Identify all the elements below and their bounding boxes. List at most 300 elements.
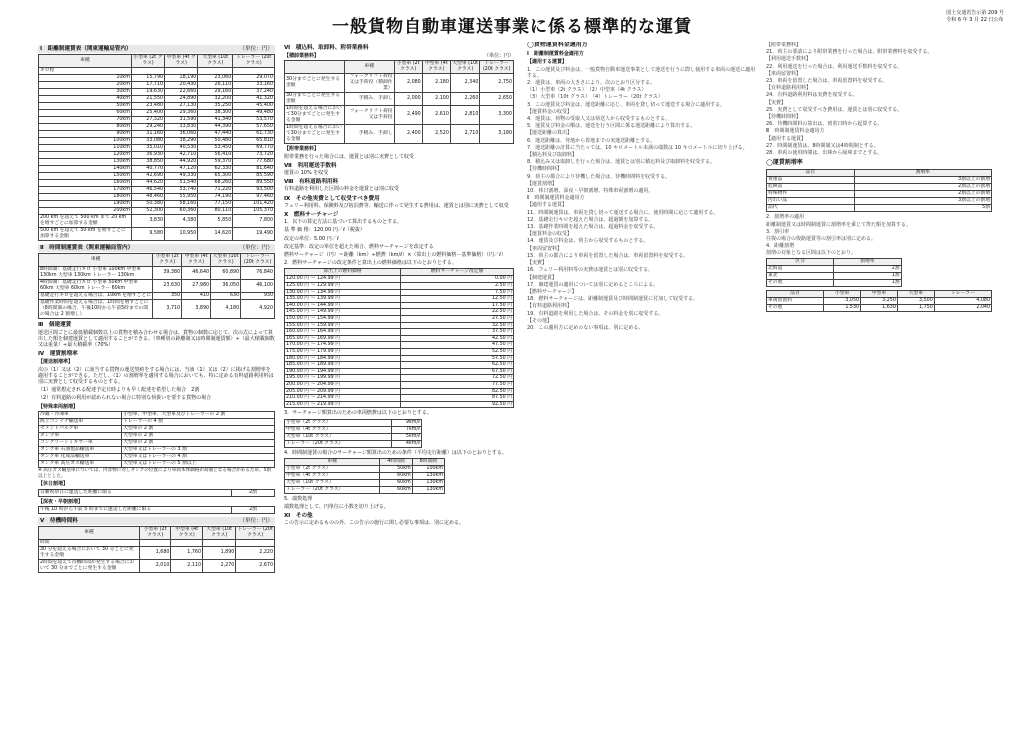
table-cell: 2,000 <box>394 93 422 106</box>
table-row <box>39 187 275 194</box>
table-header-row <box>285 61 514 74</box>
table-cell: 小型車、中型車、大型車及びトレーラーの 2 割 <box>122 411 275 418</box>
fuel-base-price: 基 準 価 格：120.00 円／ℓ（税抜） <box>284 227 365 234</box>
table-cell: 67.50 円 <box>401 368 514 375</box>
table-cell: 1,890 <box>203 547 236 560</box>
row-label: 中型車（4t クラス） <box>285 426 392 433</box>
column-header: 4時間制 <box>380 458 412 465</box>
table-cell: 2,650 <box>480 93 514 106</box>
table-cell: 82.50 円 <box>401 388 514 395</box>
column-header: 車種 <box>39 527 140 540</box>
text-line: 往復の場合の復路運賃等の割引率は別に定める。 <box>766 236 877 243</box>
section-4-text3: （2）有料道路の利用が認められない場合に特別な荷扱いを要する貨物の場合 <box>38 395 212 402</box>
text-line: 【運賃割増】 <box>527 180 558 187</box>
section-4-sub4: 【深夜・早朝割増】 <box>38 498 84 505</box>
table-cell: 930 <box>241 293 275 300</box>
column-header: 中型車 (4t クラス) <box>165 55 198 68</box>
table-cell: 大型車又はトレーラーの 4 割 <box>122 453 275 460</box>
row-label: 145.00 円 ～ 149.99 円 <box>285 309 401 316</box>
row-label: 1時間を超える場合において30分までごとに発生する金額 <box>285 125 345 144</box>
table-row <box>285 381 514 388</box>
table-row <box>285 375 514 382</box>
table-row <box>39 75 275 82</box>
table-row <box>285 125 514 144</box>
special-vehicle-table <box>38 411 275 468</box>
table-cell: 92.50 円 <box>401 401 514 408</box>
row-label: 90km <box>39 131 132 138</box>
row-label: 135.00 円 ～ 139.99 円 <box>285 296 401 303</box>
text-line: 【適用する運賃】 <box>766 135 807 142</box>
text-line: 3．割引率 <box>766 228 790 235</box>
table-cell: 89,550 <box>233 180 275 187</box>
section-1-heading: Ⅰ 距離制運賃表（関東運輸局管内） （単位：円） <box>40 46 273 52</box>
table-cell: 3,250 <box>861 297 898 304</box>
table-row <box>39 560 275 573</box>
table-row <box>767 272 902 279</box>
table-row <box>285 348 514 355</box>
table-cell: 4,920 <box>241 300 275 319</box>
table-row <box>285 362 514 369</box>
table-cell: 29,160 <box>198 89 233 96</box>
table-cell: 5,850 <box>198 215 233 228</box>
text-line: 【車両留置料】 <box>766 70 802 77</box>
holiday-table <box>38 489 275 497</box>
table-header-row <box>39 527 275 540</box>
text-line: 14．運賃及び料金は、荷主から収受するものとする。 <box>527 238 649 245</box>
fuel-text4: 2．燃料サーチャージの改定条件と算出上の燃料価格は以下のとおりとする。 <box>284 260 457 267</box>
table-cell: 42.50 円 <box>401 335 514 342</box>
table-cell: 47,440 <box>198 131 233 138</box>
table-cell: 41,340 <box>198 117 233 124</box>
text-line: 9．荷主の都合により待機した場合は、待機時間料を収受する。 <box>527 173 671 180</box>
table-cell: 35,010 <box>131 145 164 152</box>
table-cell: 2割 <box>834 265 901 272</box>
column-1 <box>38 42 275 720</box>
table-row <box>767 191 992 198</box>
text-line: 16．フェリー利用料等の実費は運賃とは別に収受する。 <box>527 267 654 274</box>
text-line: 割増の対象となる区間は以下のとおり。 <box>766 250 857 257</box>
night-rate: 2割 <box>232 506 275 513</box>
table-cell: 2,520 <box>422 125 450 144</box>
table-cell: 2,180 <box>422 74 450 93</box>
column-header: 小型車 (2t クラス) <box>131 55 164 68</box>
column-header <box>285 61 345 74</box>
table-row <box>39 418 275 425</box>
table-cell: 87.50 円 <box>401 395 514 402</box>
column-header: 車種 <box>39 55 132 68</box>
table-row <box>39 411 275 418</box>
table-cell: 97,460 <box>233 194 275 201</box>
section-6-heading: Ⅵ 積込料、取卸料、附帯業務料 <box>284 45 369 51</box>
table-cell: 39,380 <box>153 267 182 280</box>
column-header: 大型車 (10t クラス) <box>452 61 479 73</box>
table-cell: 46,100 <box>241 280 275 293</box>
table-header-row <box>39 55 275 68</box>
table-cell: 38,290 <box>165 138 198 145</box>
table-cell: 46,540 <box>131 187 164 194</box>
text-line: （1）小型車（2t クラス） （2）中型車（4t クラス） <box>527 87 647 94</box>
holiday-condition: 日曜祝祭日に運送した距離に限る <box>39 489 232 496</box>
table-cell <box>233 68 275 75</box>
text-line: 【運送距離の算出】 <box>527 130 573 137</box>
column-header: 中型車 <box>861 290 898 297</box>
text-line: 1．この運賃及び料金は、一般貨物自動車運送事業として運送を行うに際し使用する車両の運送に適用する。 <box>527 66 756 79</box>
table-cell: 410 <box>182 293 211 300</box>
table-cell: 65,810 <box>233 138 275 145</box>
notice-date: 令和 6 年 3 月 22 日公布 <box>946 17 1004 23</box>
table-cell: 33,830 <box>165 124 198 131</box>
table-row <box>39 117 275 124</box>
table-cell: 44,620 <box>131 180 164 187</box>
row-label: 60km <box>39 110 132 117</box>
table-cell: 2,750 <box>480 74 514 93</box>
section-4-heading: Ⅳ 運賃割増率 <box>38 351 78 358</box>
table-row <box>39 103 275 110</box>
text-line: 【燃料サーチャージ】 <box>527 288 577 295</box>
column-header: 区分 <box>767 258 834 265</box>
row-label: 2時間を超えて待機時間が発生する場合において 30 分までごとに発生する金額 <box>39 560 140 573</box>
row-label: 195.00 円 ～ 199.99 円 <box>285 375 401 382</box>
section-7-text: 運賃の 10% を収受 <box>284 170 329 177</box>
table-cell: 41,320 <box>233 96 275 103</box>
table-row <box>39 439 275 446</box>
table-cell: 1,750 <box>897 304 934 311</box>
row-label: 140.00 円 ～ 144.99 円 <box>285 302 401 309</box>
section-5-heading: Ⅴ 待機時間料 （単位：円） <box>40 517 273 524</box>
table-cell: 22.50 円 <box>401 309 514 316</box>
table-cell: 77,680 <box>233 159 275 166</box>
text-line: 距離制運賃又は時間制運賃に割増率を乗じて得た額を加算する。 <box>766 221 912 228</box>
text-line: 22．利用運送を行った場合は、利用運送手数料を収受する。 <box>766 63 903 70</box>
column-header: 大型車 (10t クラス) <box>198 55 233 68</box>
table-cell: 38,850 <box>131 159 164 166</box>
section-4-text1: 次の（1）又は（2）に該当する貨物の運送契約をする場合には、当該（1）又は（2）に掲げる割増率を適用することができる。ただし、（1）の割増率を適用する場合においても、特に定める有料道路利用料は別に実費として収受するものとする。 <box>38 366 274 386</box>
column-header: 小型車 <box>824 290 861 297</box>
text-line: 【有料道路利用料】 <box>766 85 812 92</box>
table-cell: 62.50 円 <box>401 362 514 369</box>
text-line: Ⅲ 時間制運賃料金適用方 <box>766 128 825 135</box>
table-cell: 37,240 <box>233 89 275 96</box>
table-cell: 2,100 <box>422 93 450 106</box>
table-row <box>285 322 514 329</box>
table-row <box>767 304 992 311</box>
table-row <box>285 368 514 375</box>
text-line: 【実費】 <box>766 99 787 106</box>
section-11-text: この告示に定めるものの外、この告示の施行に関し必要な事項は、別に定める。 <box>284 520 465 527</box>
table-header-row <box>39 254 275 267</box>
table-cell: 100km <box>412 465 444 472</box>
column-4 <box>766 42 992 720</box>
fuel-text1: 1．以下の算定方法に基づいて算出するものとする。 <box>284 219 403 226</box>
column-header: 中型車 (4t クラス) <box>422 61 450 74</box>
table-cell: 48,460 <box>131 194 164 201</box>
text-line: 4．距離割増 <box>766 243 795 250</box>
table-cell: 73,720 <box>233 152 275 159</box>
row-label: タンク車 石油製品輸送車 <box>39 446 122 453</box>
table-cell: 35,250 <box>198 103 233 110</box>
table-cell: 大型車の 2 割 <box>122 425 275 432</box>
table-cell: 3,180 <box>480 125 514 144</box>
table-cell: 31,590 <box>165 117 198 124</box>
table-header-row <box>767 290 992 297</box>
table-cell: 27,320 <box>131 117 164 124</box>
table-row <box>767 205 992 212</box>
table-row <box>285 465 445 472</box>
table-cell: 9,580 <box>131 228 164 241</box>
row-label: 30 分を超える場合において 30 分ごとに発生する金額 <box>39 547 140 560</box>
table-cell: 2.50 円 <box>401 283 514 290</box>
row-label: コンクリートミキサー車 <box>39 439 122 446</box>
table-row <box>39 300 275 319</box>
table-cell: 10,950 <box>165 228 198 241</box>
table-cell: 53,450 <box>198 145 233 152</box>
table-cell: 3,830 <box>131 215 164 228</box>
table-cell: 52,300 <box>131 208 164 215</box>
row-label: 155.00 円 ～ 159.99 円 <box>285 322 401 329</box>
table-cell: 1割 <box>834 279 901 286</box>
table-cell: 26,110 <box>198 82 233 89</box>
table-cell <box>131 68 164 75</box>
table-row <box>285 335 514 342</box>
section-9-heading: Ⅸ その他実費として収受すべき費用 <box>284 195 380 202</box>
row-label: 小型車（2t クラス） <box>285 465 380 472</box>
row-label: 東北 <box>767 272 834 279</box>
table-subheader-row <box>39 68 275 75</box>
table-cell: 69,770 <box>233 145 275 152</box>
table-cell: 3割以上の割増 <box>854 198 991 205</box>
text-line: 【運賃料金の収受】 <box>527 231 573 238</box>
table-row <box>39 460 275 467</box>
table-cell: 45,400 <box>233 103 275 110</box>
table-cell: 47.50 円 <box>401 342 514 349</box>
table-row <box>39 110 275 117</box>
column-header: 大型車 (10t クラス) <box>211 254 241 267</box>
fuel-text2: 改定基準：改定の単位を超えた場合、燃料サーチャージを改定する <box>284 243 434 250</box>
table-cell: 51,540 <box>165 180 198 187</box>
table-cell: 7km/ℓ <box>391 426 421 433</box>
table-cell: 大型車の 2 割 <box>122 432 275 439</box>
column-header: 車種 <box>39 254 153 267</box>
section-6-sub2: 【附帯業務料】 <box>284 146 320 153</box>
column-header: 中型車 (4t クラス) <box>182 254 211 267</box>
distance-fare-table <box>38 54 275 241</box>
table-cell: 1割 <box>834 272 901 279</box>
row-label: 70km <box>39 117 132 124</box>
column-header: トレーラー (20t クラス) <box>241 254 275 267</box>
table-cell: 2,220 <box>236 547 275 560</box>
table-cell: 3,500 <box>897 297 934 304</box>
table-cell: 101,420 <box>233 201 275 208</box>
table-cell: 630 <box>211 293 241 300</box>
holiday-rate: 2割 <box>232 489 275 496</box>
row-label: 210.00 円 ～ 214.99 円 <box>285 395 401 402</box>
row-label: 200km <box>39 208 132 215</box>
row-label: 150km <box>39 173 132 180</box>
table-row <box>285 74 514 93</box>
table-row <box>39 159 275 166</box>
text-line: 【待機時間料】 <box>527 166 563 173</box>
table-row <box>39 228 275 241</box>
table-cell <box>139 540 171 547</box>
text-line: 21．荷主の要請により附帯業務を行った場合は、附帯業務料を収受する。 <box>766 49 933 56</box>
table-row <box>285 289 514 296</box>
text-line: 【個建運賃】 <box>527 274 558 281</box>
table-cell <box>171 540 203 547</box>
table-cell: 53,740 <box>165 187 198 194</box>
table-cell: 76,840 <box>241 267 275 280</box>
table-cell: 7,800 <box>233 215 275 228</box>
table-cell: 72.50 円 <box>401 375 514 382</box>
column-header: 小型車 (2t クラス) <box>394 61 422 74</box>
table-cell: フォークリフト荷役又は手荷役（積卸作業） <box>344 74 394 93</box>
row-label: 基礎走行キロを超える場合は、10km を増すごとに <box>40 293 152 299</box>
column-3 <box>527 42 759 720</box>
table-cell: 61,730 <box>233 131 275 138</box>
row-label: 海上コンテナ輸送車 <box>39 418 122 425</box>
detention-fee-table <box>766 290 992 312</box>
fuel-text6: 4．時間制運賃の場合のサーチャージ額算出のための条件（平均走行距離）は以下のとおりとする。 <box>284 449 507 456</box>
row-label: 大型車（10t クラス） <box>285 433 392 440</box>
section-2-heading: Ⅱ 時間制運賃表（関東運輸局管内） （単位：円） <box>40 245 273 252</box>
table-cell: 38,300 <box>198 110 233 117</box>
fuel-surcharge-table <box>284 268 514 408</box>
table-row <box>39 267 275 280</box>
text-line: 【運賃料金の収受】 <box>527 108 573 115</box>
row-label: 貴重品 <box>767 177 855 184</box>
section-11-heading: Ⅺ その他 <box>284 513 313 520</box>
table-cell: 44,920 <box>165 159 198 166</box>
section-3-text: 運送区間ごとに最低積載個数以上の貨物を積み合わせる場合は、貨物の個数に応じて、次の式によって算出した額を個建運賃として適用することができる。（車種別の距離制又は時間制運賃額）÷（最大積載個数又は重量）÷最大積載率（70%） <box>38 329 275 349</box>
table-cell: 2割以上の割増 <box>854 191 991 198</box>
row-label: 50km <box>39 103 132 110</box>
table-row <box>285 355 514 362</box>
row-label: 30分までごとに発生する金額 <box>285 93 345 106</box>
table-cell: 17.50 円 <box>401 302 514 309</box>
row-label: 190.00 円 ～ 194.99 円 <box>285 368 401 375</box>
table-cell: 81,640 <box>233 166 275 173</box>
table-cell: 80,110 <box>198 208 233 215</box>
table-cell: 29,360 <box>165 110 198 117</box>
column-header: 中型車 (4t クラス) <box>171 527 203 540</box>
text-line: 2．運賃は、車両の大きさにより、次のとおり区分する。 <box>527 80 656 87</box>
table-cell: 33,160 <box>233 82 275 89</box>
row-label: 北海道 <box>767 265 834 272</box>
table-cell: 36,930 <box>131 152 164 159</box>
table-row <box>285 296 514 303</box>
row-label: 30km <box>39 89 132 96</box>
regional-surcharge-table <box>766 258 902 287</box>
table-cell: 130km <box>412 472 444 479</box>
row-label: 185.00 円 ～ 189.99 円 <box>285 362 401 369</box>
column-header: 大型車 <box>897 290 934 297</box>
table-row <box>285 440 422 447</box>
text-line: 【適用する運賃】 <box>527 202 568 209</box>
column-header: 燃料サーチャージ改定額 <box>401 269 514 276</box>
row-label: 205.00 円 ～ 209.99 円 <box>285 388 401 395</box>
table-row <box>39 446 275 453</box>
column-header: 小型車 (2t クラス) <box>139 527 171 540</box>
application-part1: Ⅰ 距離制運賃料金適用方 <box>527 51 584 58</box>
table-row <box>767 279 902 286</box>
table-row <box>285 106 514 125</box>
text-line: 28．車両の使用時間は、出庫から帰庫までとする。 <box>766 150 883 157</box>
table-cell: 32.50 円 <box>401 322 514 329</box>
table-cell: 60,890 <box>211 267 241 280</box>
row-label: 165.00 円 ～ 169.99 円 <box>285 335 401 342</box>
table-cell: 27.50 円 <box>401 316 514 323</box>
table-cell: 23,480 <box>131 103 164 110</box>
table-row <box>767 297 992 304</box>
row-label: 4時間制：基礎走行キロ 小型車 50km 中型車 60km 大型車 60km トレーラー 60km <box>39 280 153 293</box>
text-line: 【有料道路利用料】 <box>527 303 573 310</box>
column-header: 8時間制 <box>412 458 444 465</box>
table-row <box>39 201 275 208</box>
row-label: 大型車（10t クラス） <box>285 479 380 486</box>
row-label: 190km <box>39 201 132 208</box>
section-8-text: 有料道路を利用した区間の料金を運賃とは別に収受 <box>284 186 400 193</box>
table-row <box>39 173 275 180</box>
row-label: 170km <box>39 187 132 194</box>
column-header: 車種 <box>285 458 380 465</box>
section-8-heading: Ⅷ 有料道路利用料 <box>284 179 339 186</box>
column-header: 割増率 <box>834 258 901 265</box>
table-cell: 2,260 <box>450 93 479 106</box>
text-line: 11．時間制運賃は、車両を貸し切って運送する場合に、使用時間に応じて適用する。 <box>527 209 719 216</box>
column-header: トレーラー <box>934 290 991 297</box>
column-header: 車種 <box>344 61 394 74</box>
row-label: 170.00 円 ～ 174.99 円 <box>285 342 401 349</box>
table-cell: 4km/ℓ <box>391 440 421 447</box>
table-row <box>285 479 445 486</box>
table-cell: 4,380 <box>165 215 198 228</box>
table-row <box>39 166 275 173</box>
table-row <box>285 388 514 395</box>
row-label: 時間 <box>39 540 140 547</box>
table-cell: 2,610 <box>422 106 450 125</box>
row-label: 40km <box>39 96 132 103</box>
table-row <box>39 194 275 201</box>
night-table <box>38 506 275 514</box>
table-cell: 2,010 <box>139 560 171 573</box>
text-line: 7．運送距離の計算に当たっては、10 キロメートル未満の端数は 10 キロメートルに切り上げる。 <box>527 144 748 151</box>
table-cell: 46,640 <box>182 267 211 280</box>
row-label: トレーラー（20t クラス） <box>285 440 392 447</box>
text-line: 15．荷主の都合により車両を留置した場合は、車両留置料を収受する。 <box>527 252 689 259</box>
text-line: 8．積込み又は取卸しを行った場合は、運賃とは別に積込料及び取卸料を収受する。 <box>527 159 716 166</box>
row-label: 175.00 円 ～ 179.99 円 <box>285 348 401 355</box>
row-label: セメントバルク車 <box>39 425 122 432</box>
row-label: その他 <box>767 279 834 286</box>
surcharge-rate-heading: ◯運賃割増率 <box>766 159 803 167</box>
table-row <box>39 208 275 215</box>
table-cell: 1,630 <box>861 304 898 311</box>
text-line: 【積込料及び取卸料】 <box>527 152 578 159</box>
table-row <box>39 547 275 560</box>
table-cell: 4,080 <box>934 297 991 304</box>
table-cell: 93,500 <box>233 187 275 194</box>
row-label: 1時間を超える場合において30分までごとに発生する金額 <box>285 106 345 125</box>
table-cell: 1,680 <box>139 547 171 560</box>
table-cell: 130km <box>412 479 444 486</box>
column-2 <box>284 42 514 720</box>
table-header-row <box>767 258 902 265</box>
table-cell <box>236 540 275 547</box>
section-7-heading: Ⅶ 利用運送手数料 <box>284 162 337 169</box>
table-cell: 65,300 <box>198 173 233 180</box>
table-row <box>767 265 902 272</box>
table-cell: 大型車の 2 割 <box>122 439 275 446</box>
row-label: 500 km を超えて 50 km を増すごとに加算する金額 <box>39 228 132 241</box>
